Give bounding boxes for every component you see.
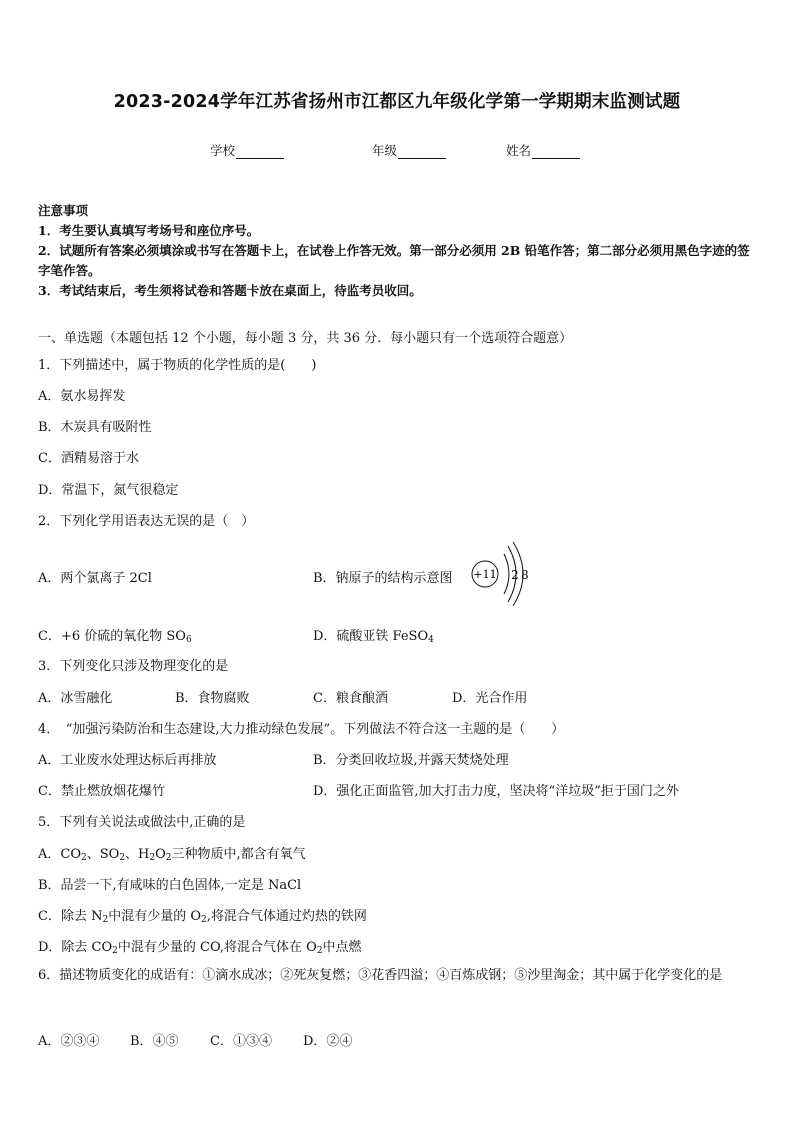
grade-blank (398, 146, 446, 159)
q5-option-d (38, 936, 362, 956)
q5-a-part: A．CO (38, 847, 81, 862)
section-heading: 一、单选题（本题包括 12 个小题，每小题 3 分，共 36 分．每小题只有一个选项符合题意） (38, 331, 573, 346)
q5-d-sub: 2 (112, 946, 118, 956)
student-info (0, 141, 794, 161)
q5-a-sub: 2 (81, 853, 87, 863)
q3-stem: 3．下列变化只涉及物理变化的是 (38, 659, 229, 674)
name-blank (532, 146, 580, 159)
grade-label: 年级 (372, 143, 398, 158)
name-field (506, 141, 580, 159)
q1-option-b: B．木炭具有吸附性 (38, 420, 152, 435)
q5-a-sub: 2 (165, 853, 172, 863)
notice-item-3: 3．考试结束后，考生须将试卷和答题卡放在桌面上，待监考员收回。 (38, 283, 422, 298)
q5-a-part: 、H (125, 847, 150, 862)
q5-c-part: C．除去 N (38, 909, 103, 924)
q5-d-part: 中点燃 (322, 940, 362, 955)
q2-d-sub: 4 (428, 635, 434, 645)
q4-option-d: D．强化正面监管,加大打击力度，坚决将“洋垃圾”拒于国门之外 (313, 784, 679, 799)
q5-a-sub: 2 (149, 853, 156, 863)
q5-c-part: 中混有少量的 O (108, 909, 201, 924)
school-field (210, 141, 284, 159)
q2-stem: 2．下列化学用语表达无误的是（ ） (38, 514, 255, 529)
q5-c-sub: 2 (102, 915, 109, 925)
q5-a-sub: 2 (119, 853, 126, 863)
q1-option-c: C．酒精易溶于水 (38, 451, 139, 466)
notice-heading: 注意事项 (38, 203, 89, 218)
q2-d-text: D．硫酸亚铁 FeSO (313, 629, 429, 644)
shell-arc-1 (504, 554, 509, 594)
q5-c-part: ,将混合气体通过灼热的铁网 (206, 909, 367, 924)
q5-d-part: 中混有少量的 CO,将混合气体在 O (117, 940, 317, 955)
q5-d-sub: 2 (316, 946, 323, 956)
nucleus-charge: +11 (473, 568, 497, 581)
q6-option-b: B．④⑤ (130, 1034, 179, 1049)
school-blank (236, 146, 284, 159)
q5-stem: 5．下列有关说法或做法中,正确的是 (38, 815, 246, 830)
q5-d-part: D．除去 CO (38, 940, 113, 955)
q1-stem: 1．下列描述中，属于物质的化学性质的是( ) (38, 358, 317, 373)
notice-item-2: 2．试题所有答案必须填涂或书写在答题卡上，在试卷上作答无效。第一部分必须用 2B 铅笔作答；第二部分必须用黑色字迹的签字笔作答。 (38, 243, 750, 278)
q5-option-a (38, 843, 306, 863)
q5-c-sub: 2 (201, 915, 207, 925)
q2-option-c (38, 625, 192, 645)
grade-field (372, 141, 446, 159)
q4-option-a: A．工业废水处理达标后再排放 (38, 753, 217, 768)
q2-option-d (313, 625, 434, 645)
school-label: 学校 (210, 143, 236, 158)
page-title: 2023-2024学年江苏省扬州市江都区九年级化学第一学期期末监测试题 (113, 92, 681, 112)
q6-stem: 6．描述物质变化的成语有：①滴水成冰；②死灰复燃；③花香四溢；④百炼成钢；⑤沙里淘金；其中属于化学变化的是 (38, 968, 723, 983)
q4-stem: 4． “加强污染防治和生态建设,大力推动绿色发展”。下列做法不符合这一主题的是（ ） (38, 722, 565, 737)
q5-a-part: 三种物质中,都含有氧气 (171, 847, 306, 862)
q4-option-c: C．禁止燃放烟花爆竹 (38, 784, 165, 799)
q3-option-b: B．食物腐败 (175, 691, 250, 706)
sodium-atom-diagram (470, 540, 540, 610)
q5-a-part: O (155, 847, 166, 862)
q6-option-d: D．②④ (303, 1034, 353, 1049)
q2-c-sub: 6 (185, 635, 192, 645)
shell-1-electrons: 2 (511, 568, 519, 582)
q4-option-b: B．分类回收垃圾,并露天焚烧处理 (313, 753, 509, 768)
q6-option-c: C．①③④ (210, 1034, 272, 1049)
shell-2-electrons: 8 (521, 568, 529, 582)
q3-option-a: A．冰雪融化 (38, 691, 113, 706)
q1-option-a: A．氨水易挥发 (38, 389, 126, 404)
q1-option-d: D．常温下，氮气很稳定 (38, 483, 179, 498)
q5-option-c (38, 905, 367, 925)
notice-item-1: 1．考生要认真填写考场号和座位序号。 (38, 223, 260, 238)
q3-option-d: D．光合作用 (452, 691, 528, 706)
q5-option-b: B．品尝一下,有咸味的白色固体,一定是 NaCl (38, 878, 302, 893)
q6-option-a: A．②③④ (38, 1034, 100, 1049)
q3-option-c: C．粮食酿酒 (313, 691, 388, 706)
notice-block (38, 201, 762, 301)
q2-option-a: A．两个氯离子 2Cl (38, 571, 152, 586)
q2-option-b: B．钠原子的结构示意图 (313, 571, 453, 586)
q2-c-text: C．+6 价硫的氧化物 SO (38, 629, 186, 644)
q5-a-part: 、SO (86, 847, 120, 862)
name-label: 姓名 (506, 143, 532, 158)
